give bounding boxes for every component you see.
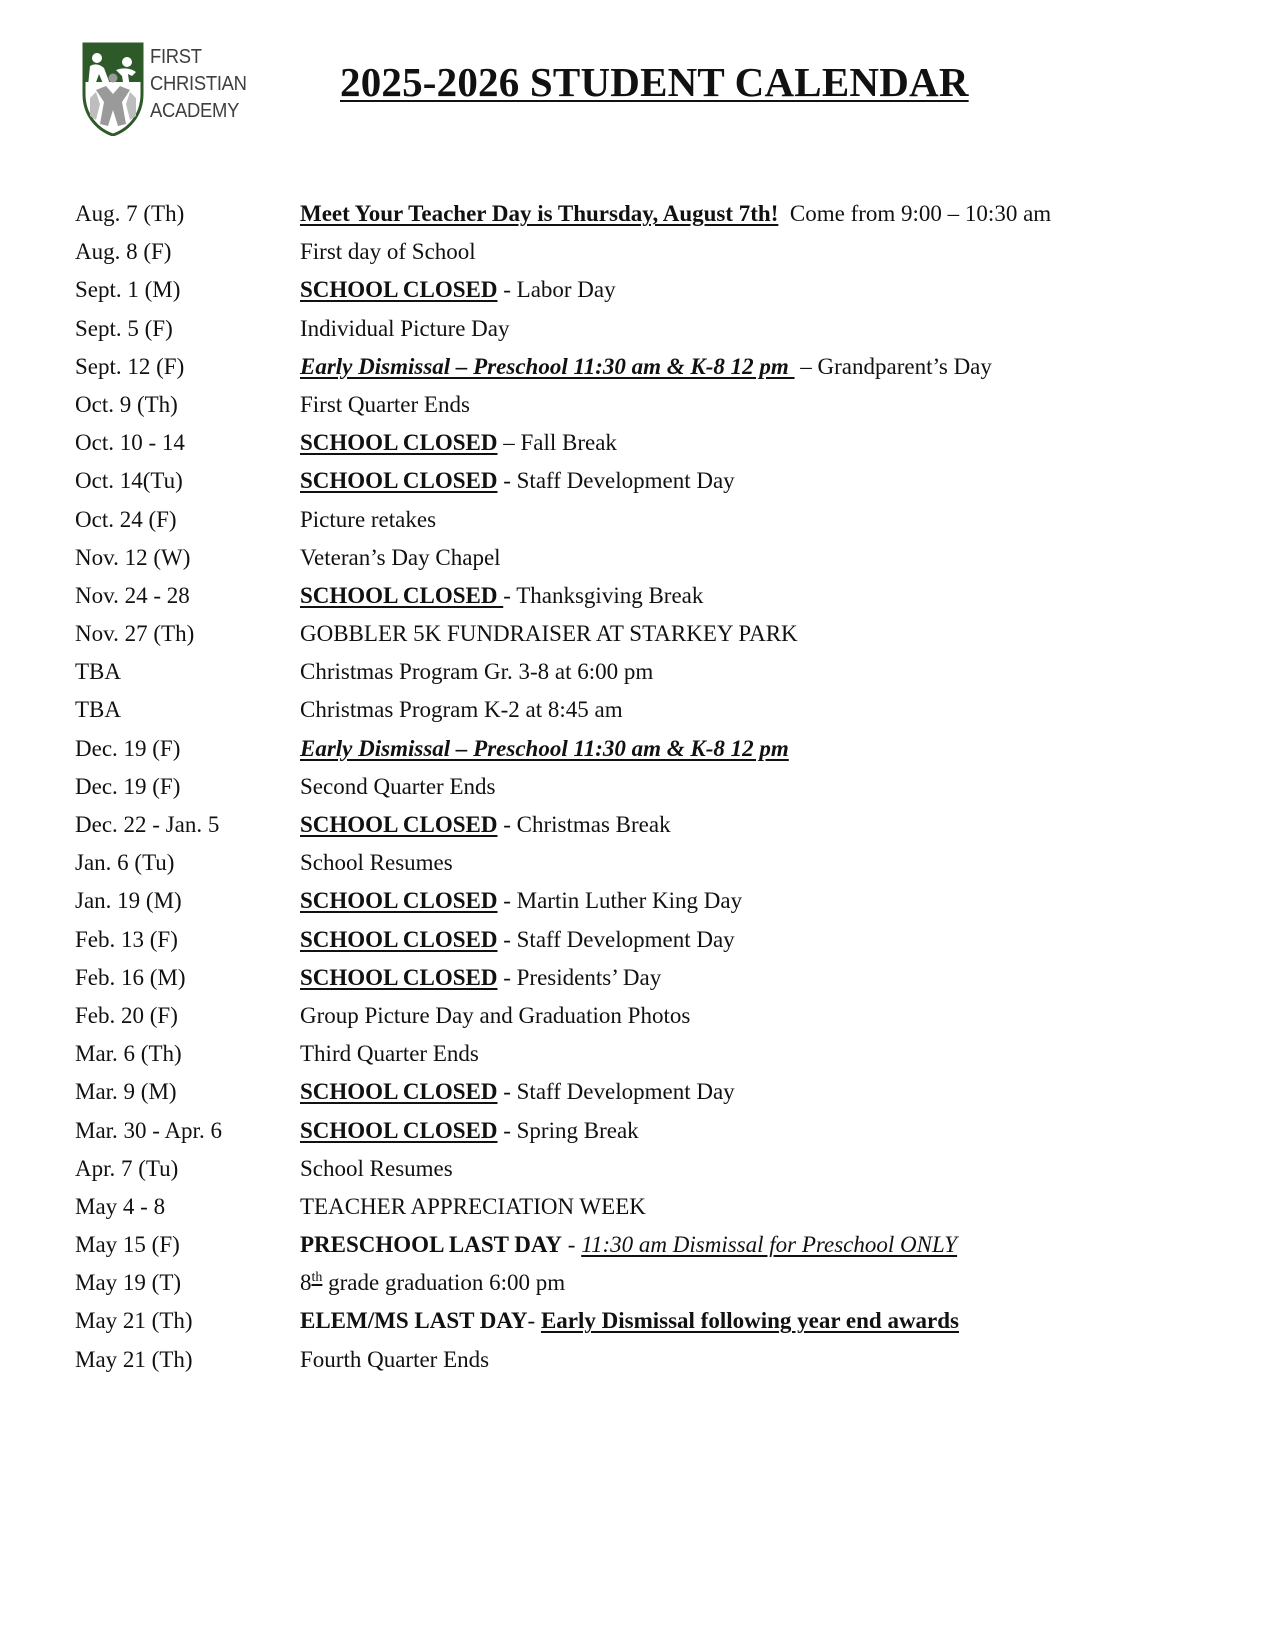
event-date: Oct. 10 - 14: [75, 430, 185, 456]
event-text: GOBBLER 5K FUNDRAISER AT STARKEY PARK: [300, 621, 798, 647]
event-description: [300, 201, 1051, 227]
event-text: SCHOOL CLOSED: [300, 1079, 498, 1105]
calendar-row: [75, 1003, 1225, 1041]
event-text: Come from 9:00 – 10:30 am: [778, 201, 1052, 226]
event-text: Group Picture Day and Graduation Photos: [300, 1002, 691, 1028]
event-text: -: [562, 1232, 582, 1258]
calendar-row: [75, 277, 1225, 315]
event-text: School Resumes: [300, 1155, 453, 1181]
event-text: SCHOOL CLOSED: [300, 812, 498, 837]
school-name-line-1: FIRST: [150, 46, 202, 68]
event-text: - Spring Break: [497, 1117, 639, 1143]
school-logo-icon: [82, 42, 144, 136]
event-text: - Staff Development Day: [497, 1079, 735, 1105]
event-text: Individual Picture Day: [300, 315, 510, 341]
event-date: Nov. 24 - 28: [75, 582, 190, 608]
event-date: Mar. 9 (M): [75, 1079, 177, 1105]
event-text: First Quarter Ends: [300, 391, 470, 417]
calendar-row: [75, 774, 1225, 812]
event-text: -: [527, 1308, 541, 1334]
event-date: Sept. 1 (M): [75, 277, 181, 303]
calendar-row: [75, 1041, 1225, 1079]
event-date: Dec. 19 (F): [75, 735, 181, 761]
event-text: SCHOOL CLOSED: [300, 888, 498, 914]
calendar-row: [75, 1232, 1225, 1270]
event-date: Feb. 13 (F): [75, 926, 178, 952]
calendar-row: [75, 316, 1225, 354]
event-text: Picture retakes: [300, 506, 437, 532]
event-text: SCHOOL CLOSED: [300, 926, 498, 952]
event-description: [300, 1003, 690, 1029]
school-logo: [82, 42, 252, 138]
calendar-row: [75, 507, 1225, 545]
calendar-row: [75, 659, 1225, 697]
event-description: [300, 812, 671, 838]
event-description: [300, 583, 703, 609]
event-date: Sept. 5 (F): [75, 315, 173, 341]
calendar-row: [75, 239, 1225, 277]
event-description: [300, 621, 798, 647]
event-description: [300, 1041, 479, 1067]
event-date: Aug. 7 (Th): [75, 201, 185, 226]
event-date: Dec. 22 - Jan. 5: [75, 812, 220, 837]
event-text: SCHOOL CLOSED: [300, 582, 504, 608]
event-text: Early Dismissal – Preschool 11:30 am & K-8 12 pm: [300, 735, 789, 761]
event-description: [300, 697, 623, 723]
event-text: School Resumes: [300, 850, 453, 876]
calendar-event-list: [75, 201, 1225, 1385]
calendar-row: [75, 736, 1225, 774]
event-date: Mar. 30 - Apr. 6: [75, 1117, 222, 1143]
page-title: 2025-2026 STUDENT CALENDAR: [340, 59, 969, 105]
school-name-line-2: CHRISTIAN: [150, 73, 247, 95]
event-date: Aug. 8 (F): [75, 239, 172, 265]
calendar-row: [75, 201, 1225, 239]
event-date: May 15 (F): [75, 1232, 180, 1258]
event-text: Meet Your Teacher Day is Thursday, August 7th!: [300, 201, 779, 226]
calendar-row: [75, 697, 1225, 735]
event-description: [300, 277, 616, 303]
event-text: - Presidents’ Day: [497, 964, 662, 990]
event-date: May 19 (T): [75, 1270, 182, 1296]
event-text: SCHOOL CLOSED: [300, 1117, 498, 1143]
event-date: Jan. 6 (Tu): [75, 850, 175, 876]
event-text: grade graduation 6:00 pm: [322, 1270, 566, 1296]
event-description: [300, 545, 501, 571]
event-text: Veteran’s Day Chapel: [300, 544, 501, 570]
event-date: Sept. 12 (F): [75, 353, 185, 379]
event-description: [300, 1308, 959, 1334]
event-text: - Staff Development Day: [497, 468, 735, 494]
calendar-row: [75, 965, 1225, 1003]
event-description: [300, 354, 992, 380]
event-text: - Christmas Break: [497, 812, 671, 837]
event-date: Mar. 6 (Th): [75, 1041, 182, 1067]
calendar-row: [75, 621, 1225, 659]
calendar-row: [75, 1347, 1225, 1385]
event-date: TBA: [75, 659, 121, 685]
event-text: PRESCHOOL LAST DAY: [300, 1232, 563, 1258]
calendar-row: [75, 1118, 1225, 1156]
calendar-row: [75, 1079, 1225, 1117]
event-date: Apr. 7 (Tu): [75, 1155, 179, 1181]
event-description: [300, 659, 653, 685]
event-text: 11:30 am Dismissal for Preschool ONLY: [581, 1232, 958, 1258]
event-text: SCHOOL CLOSED: [300, 430, 498, 456]
event-text: - Staff Development Day: [497, 926, 735, 952]
event-description: [300, 888, 742, 914]
calendar-row: [75, 1270, 1225, 1308]
event-date: Jan. 19 (M): [75, 888, 182, 914]
school-name-line-3: ACADEMY: [150, 100, 240, 122]
event-description: [300, 965, 661, 991]
event-text: - Thanksgiving Break: [503, 582, 704, 608]
event-date: May 4 - 8: [75, 1193, 166, 1219]
calendar-row: [75, 927, 1225, 965]
event-date: Feb. 20 (F): [75, 1002, 178, 1028]
calendar-row: [75, 1308, 1225, 1346]
event-text: th: [311, 1269, 323, 1285]
event-text: SCHOOL CLOSED: [300, 468, 498, 494]
calendar-row: [75, 545, 1225, 583]
event-description: [300, 239, 476, 265]
event-date: Feb. 16 (M): [75, 964, 186, 990]
calendar-row: [75, 468, 1225, 506]
calendar-row: [75, 850, 1225, 888]
event-text: 8: [300, 1270, 312, 1296]
event-date: May 21 (Th): [75, 1346, 193, 1372]
event-text: SCHOOL CLOSED: [300, 277, 498, 303]
calendar-row: [75, 1156, 1225, 1194]
event-text: Third Quarter Ends: [300, 1041, 479, 1067]
event-text: Christmas Program Gr. 3-8 at 6:00 pm: [300, 659, 654, 685]
calendar-row: [75, 888, 1225, 926]
event-text: ELEM/MS LAST DAY: [300, 1308, 528, 1334]
event-date: Oct. 9 (Th): [75, 391, 178, 417]
event-text: – Grandparent’s Day: [794, 353, 992, 379]
event-text: Christmas Program K-2 at 8:45 am: [300, 697, 623, 723]
calendar-row: [75, 354, 1225, 392]
calendar-row: [75, 812, 1225, 850]
calendar-row: [75, 583, 1225, 621]
school-name: [150, 44, 247, 125]
event-description: [300, 392, 470, 418]
event-date: TBA: [75, 697, 121, 723]
event-description: [300, 430, 617, 456]
event-description: [300, 927, 735, 953]
event-date: Oct. 14(Tu): [75, 468, 183, 494]
calendar-row: [75, 1194, 1225, 1232]
event-date: May 21 (Th): [75, 1308, 193, 1334]
event-description: [300, 1079, 735, 1105]
event-date: Dec. 19 (F): [75, 773, 181, 799]
event-text: Early Dismissal following year end awards: [540, 1308, 960, 1334]
calendar-row: [75, 430, 1225, 468]
event-description: [300, 1232, 957, 1258]
event-text: SCHOOL CLOSED: [300, 964, 498, 990]
event-date: Nov. 27 (Th): [75, 621, 195, 647]
event-description: [300, 1118, 639, 1144]
calendar-row: [75, 392, 1225, 430]
event-text: First day of School: [300, 239, 476, 265]
event-text: – Fall Break: [497, 430, 617, 456]
event-date: Nov. 12 (W): [75, 544, 191, 570]
event-description: [300, 1194, 646, 1220]
event-description: [300, 1270, 565, 1296]
event-description: [300, 507, 436, 533]
event-text: Second Quarter Ends: [300, 773, 496, 799]
event-text: TEACHER APPRECIATION WEEK: [300, 1193, 646, 1219]
event-description: [300, 774, 495, 800]
event-text: - Martin Luther King Day: [497, 888, 743, 914]
event-description: [300, 316, 510, 342]
event-description: [300, 1347, 489, 1373]
event-text: Early Dismissal – Preschool 11:30 am & K-8 12 pm: [300, 353, 795, 379]
event-description: [300, 850, 453, 876]
event-description: [300, 1156, 453, 1182]
event-date: Oct. 24 (F): [75, 506, 177, 532]
event-description: [300, 736, 789, 762]
event-text: - Labor Day: [497, 277, 616, 303]
event-description: [300, 468, 735, 494]
event-text: Fourth Quarter Ends: [300, 1346, 490, 1372]
